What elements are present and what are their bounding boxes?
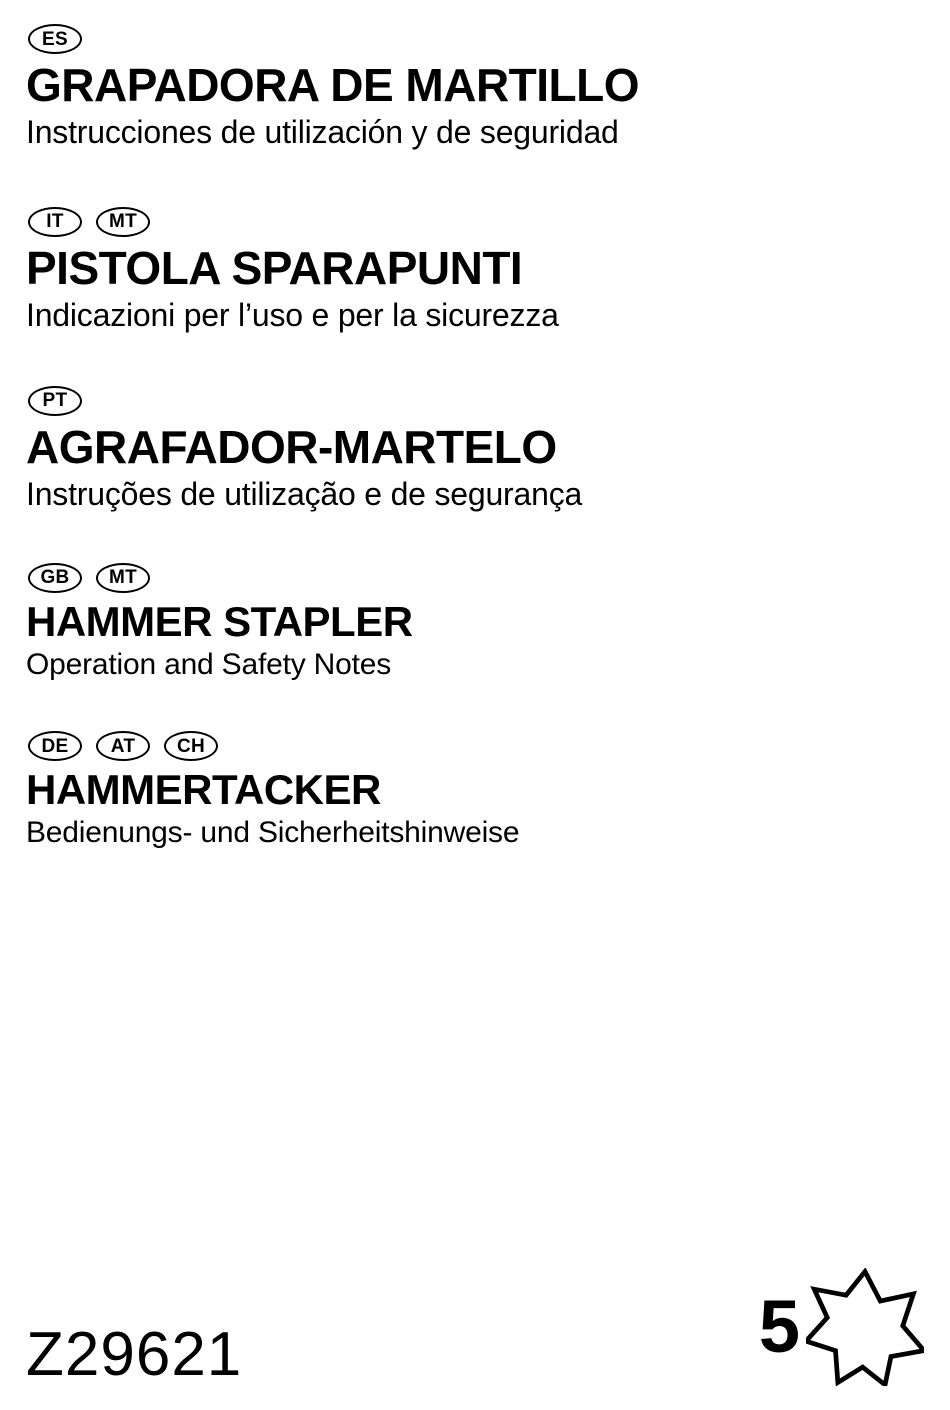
flag-row-pt: [26, 386, 924, 416]
country-badge-mt: MT: [96, 207, 150, 237]
flag-row-it: [26, 207, 924, 237]
product-title-gb: HAMMER STAPLER: [26, 597, 413, 645]
document-code: Z29621: [26, 1320, 243, 1389]
country-badge-pt: PT: [28, 386, 82, 416]
seven-point-star-icon: [806, 1268, 924, 1386]
language-section-pt: [26, 386, 924, 513]
product-subtitle-it: Indicazioni per l’uso e per la sicurezza: [26, 296, 559, 333]
country-badge-gb: GB: [28, 563, 82, 593]
product-subtitle-pt: Instruções de utilização e de segurança: [26, 475, 583, 512]
product-subtitle-es: Instrucciones de utilización y de seguridad: [26, 113, 619, 150]
product-title-es: GRAPADORA DE MARTILLO: [26, 59, 640, 111]
product-title-de: HAMMERTACKER: [26, 766, 381, 814]
country-badge-mt-gb: MT: [96, 563, 150, 593]
flag-row-gb: [26, 563, 924, 593]
product-title-it: PISTOLA SPARAPUNTI: [26, 241, 523, 294]
language-section-it: [26, 207, 924, 334]
language-section-es: [26, 24, 924, 151]
product-title-pt: AGRAFADOR-MARTELO: [26, 420, 557, 473]
country-badge-at: AT: [96, 731, 150, 761]
country-badge-de: DE: [28, 731, 82, 761]
flag-row-es: [26, 24, 924, 54]
footer-page-marker: [759, 1268, 924, 1386]
page-number: 5: [758, 1285, 800, 1368]
product-subtitle-gb: Operation and Safety Notes: [26, 648, 392, 682]
country-badge-ch: CH: [164, 731, 218, 761]
flag-row-de: [26, 731, 924, 761]
page-footer: [26, 1268, 924, 1389]
language-section-de: [26, 731, 924, 851]
product-subtitle-de: Bedienungs- und Sicherheitshinweise: [26, 816, 520, 850]
language-section-gb: [26, 563, 924, 683]
country-badge-it: IT: [28, 207, 82, 237]
country-badge-es: ES: [28, 24, 82, 54]
